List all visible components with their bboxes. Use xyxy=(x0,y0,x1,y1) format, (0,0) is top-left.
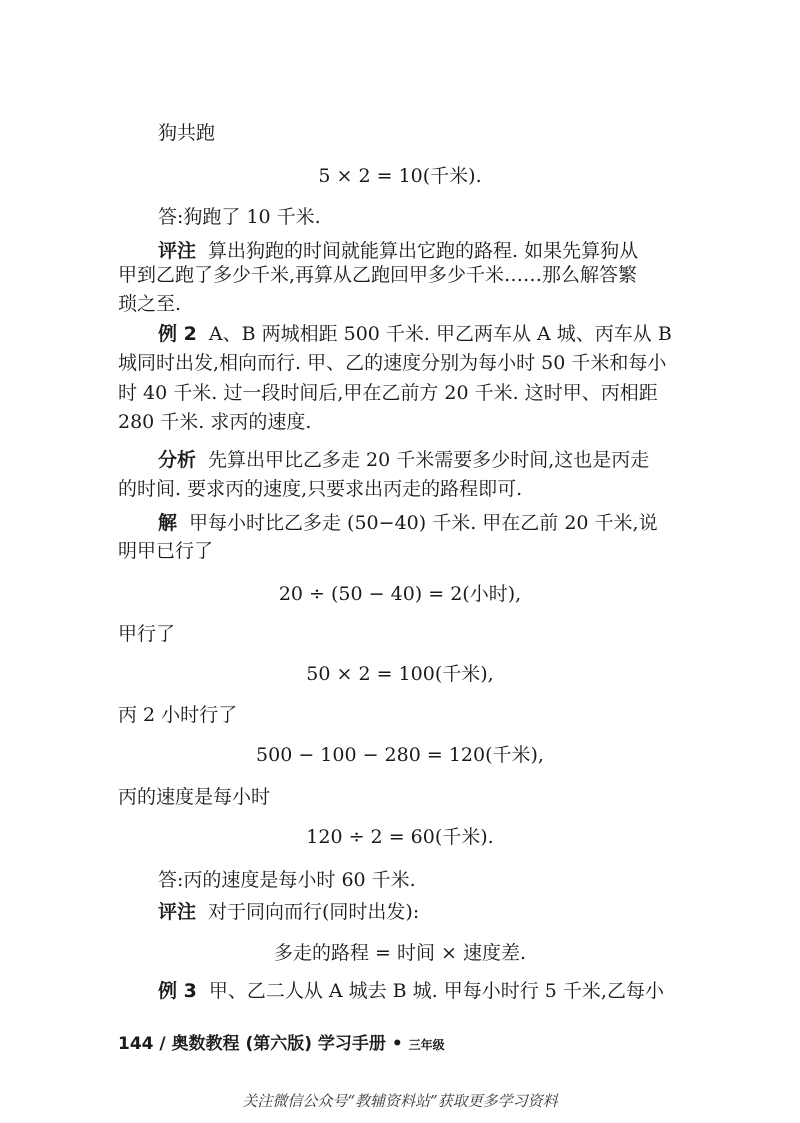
page-footer xyxy=(118,1029,445,1054)
comment-line: 评注 算出狗跑的时间就能算出它跑的路程. 如果先算狗从 xyxy=(158,240,639,262)
book-title: / 奥数教程 (第六版) 学习手册 • xyxy=(159,1034,403,1054)
text-line: 甲到乙跑了多少千米,再算从乙跑回甲多少千米……那么解答繁 xyxy=(118,264,638,286)
comment-label: 评注 xyxy=(158,240,197,262)
comment-label: 评注 xyxy=(158,901,197,923)
solution-line: 解 甲每小时比乙多走 (50−40) 千米. 甲在乙前 20 千米,说 xyxy=(158,512,658,534)
analysis-label: 分析 xyxy=(158,449,197,471)
text-line: 丙的速度是每小时 xyxy=(118,786,271,808)
watermark: 关注微信公众号“教辅资料站”获取更多学习资料 xyxy=(242,1092,558,1110)
answer-line: 答:狗跑了 10 千米. xyxy=(158,206,321,228)
equation: 5 × 2 = 10(千米). xyxy=(318,165,482,187)
text-line: 明甲已行了 xyxy=(118,540,214,562)
equation: 50 × 2 = 100(千米), xyxy=(306,663,494,685)
example-line: 例 2 A、B 两城相距 500 千米. 甲乙两车从 A 城、丙车从 B xyxy=(158,323,672,345)
example-label: 例 3 xyxy=(158,980,197,1002)
equation: 多走的路程 = 时间 × 速度差. xyxy=(273,942,527,964)
text-line: 城同时出发,相向而行. 甲、乙的速度分别为每小时 50 千米和每小 xyxy=(118,352,667,374)
text-line: 时 40 千米. 过一段时间后,甲在乙前方 20 千米. 这时甲、丙相距 xyxy=(118,382,658,404)
text-line: 琐之至. xyxy=(118,293,182,315)
equation: 500 − 100 − 280 = 120(千米), xyxy=(256,744,544,766)
comment-line: 评注 对于同向而行(同时出发): xyxy=(158,901,420,923)
example-label: 例 2 xyxy=(158,323,197,345)
text-line: 丙 2 小时行了 xyxy=(118,704,238,726)
text-line: 甲行了 xyxy=(118,623,176,645)
text-line: 狗共跑 xyxy=(158,122,216,144)
text-line: 280 千米. 求丙的速度. xyxy=(118,411,312,433)
example-line: 例 3 甲、乙二人从 A 城去 B 城. 甲每小时行 5 千米,乙每小 xyxy=(158,980,664,1002)
equation: 20 ÷ (50 − 40) = 2(小时), xyxy=(278,583,522,605)
solution-label: 解 xyxy=(158,512,178,534)
text-line: 的时间. 要求丙的速度,只要求出丙走的路程即可. xyxy=(118,478,523,500)
page-number: 144 xyxy=(118,1034,154,1054)
grade-label: 三年级 xyxy=(408,1038,445,1052)
equation: 120 ÷ 2 = 60(千米). xyxy=(306,826,494,848)
answer-line: 答:丙的速度是每小时 60 千米. xyxy=(158,869,416,891)
analysis-line: 分析 先算出甲比乙多走 20 千米需要多少时间,这也是丙走 xyxy=(158,449,650,471)
